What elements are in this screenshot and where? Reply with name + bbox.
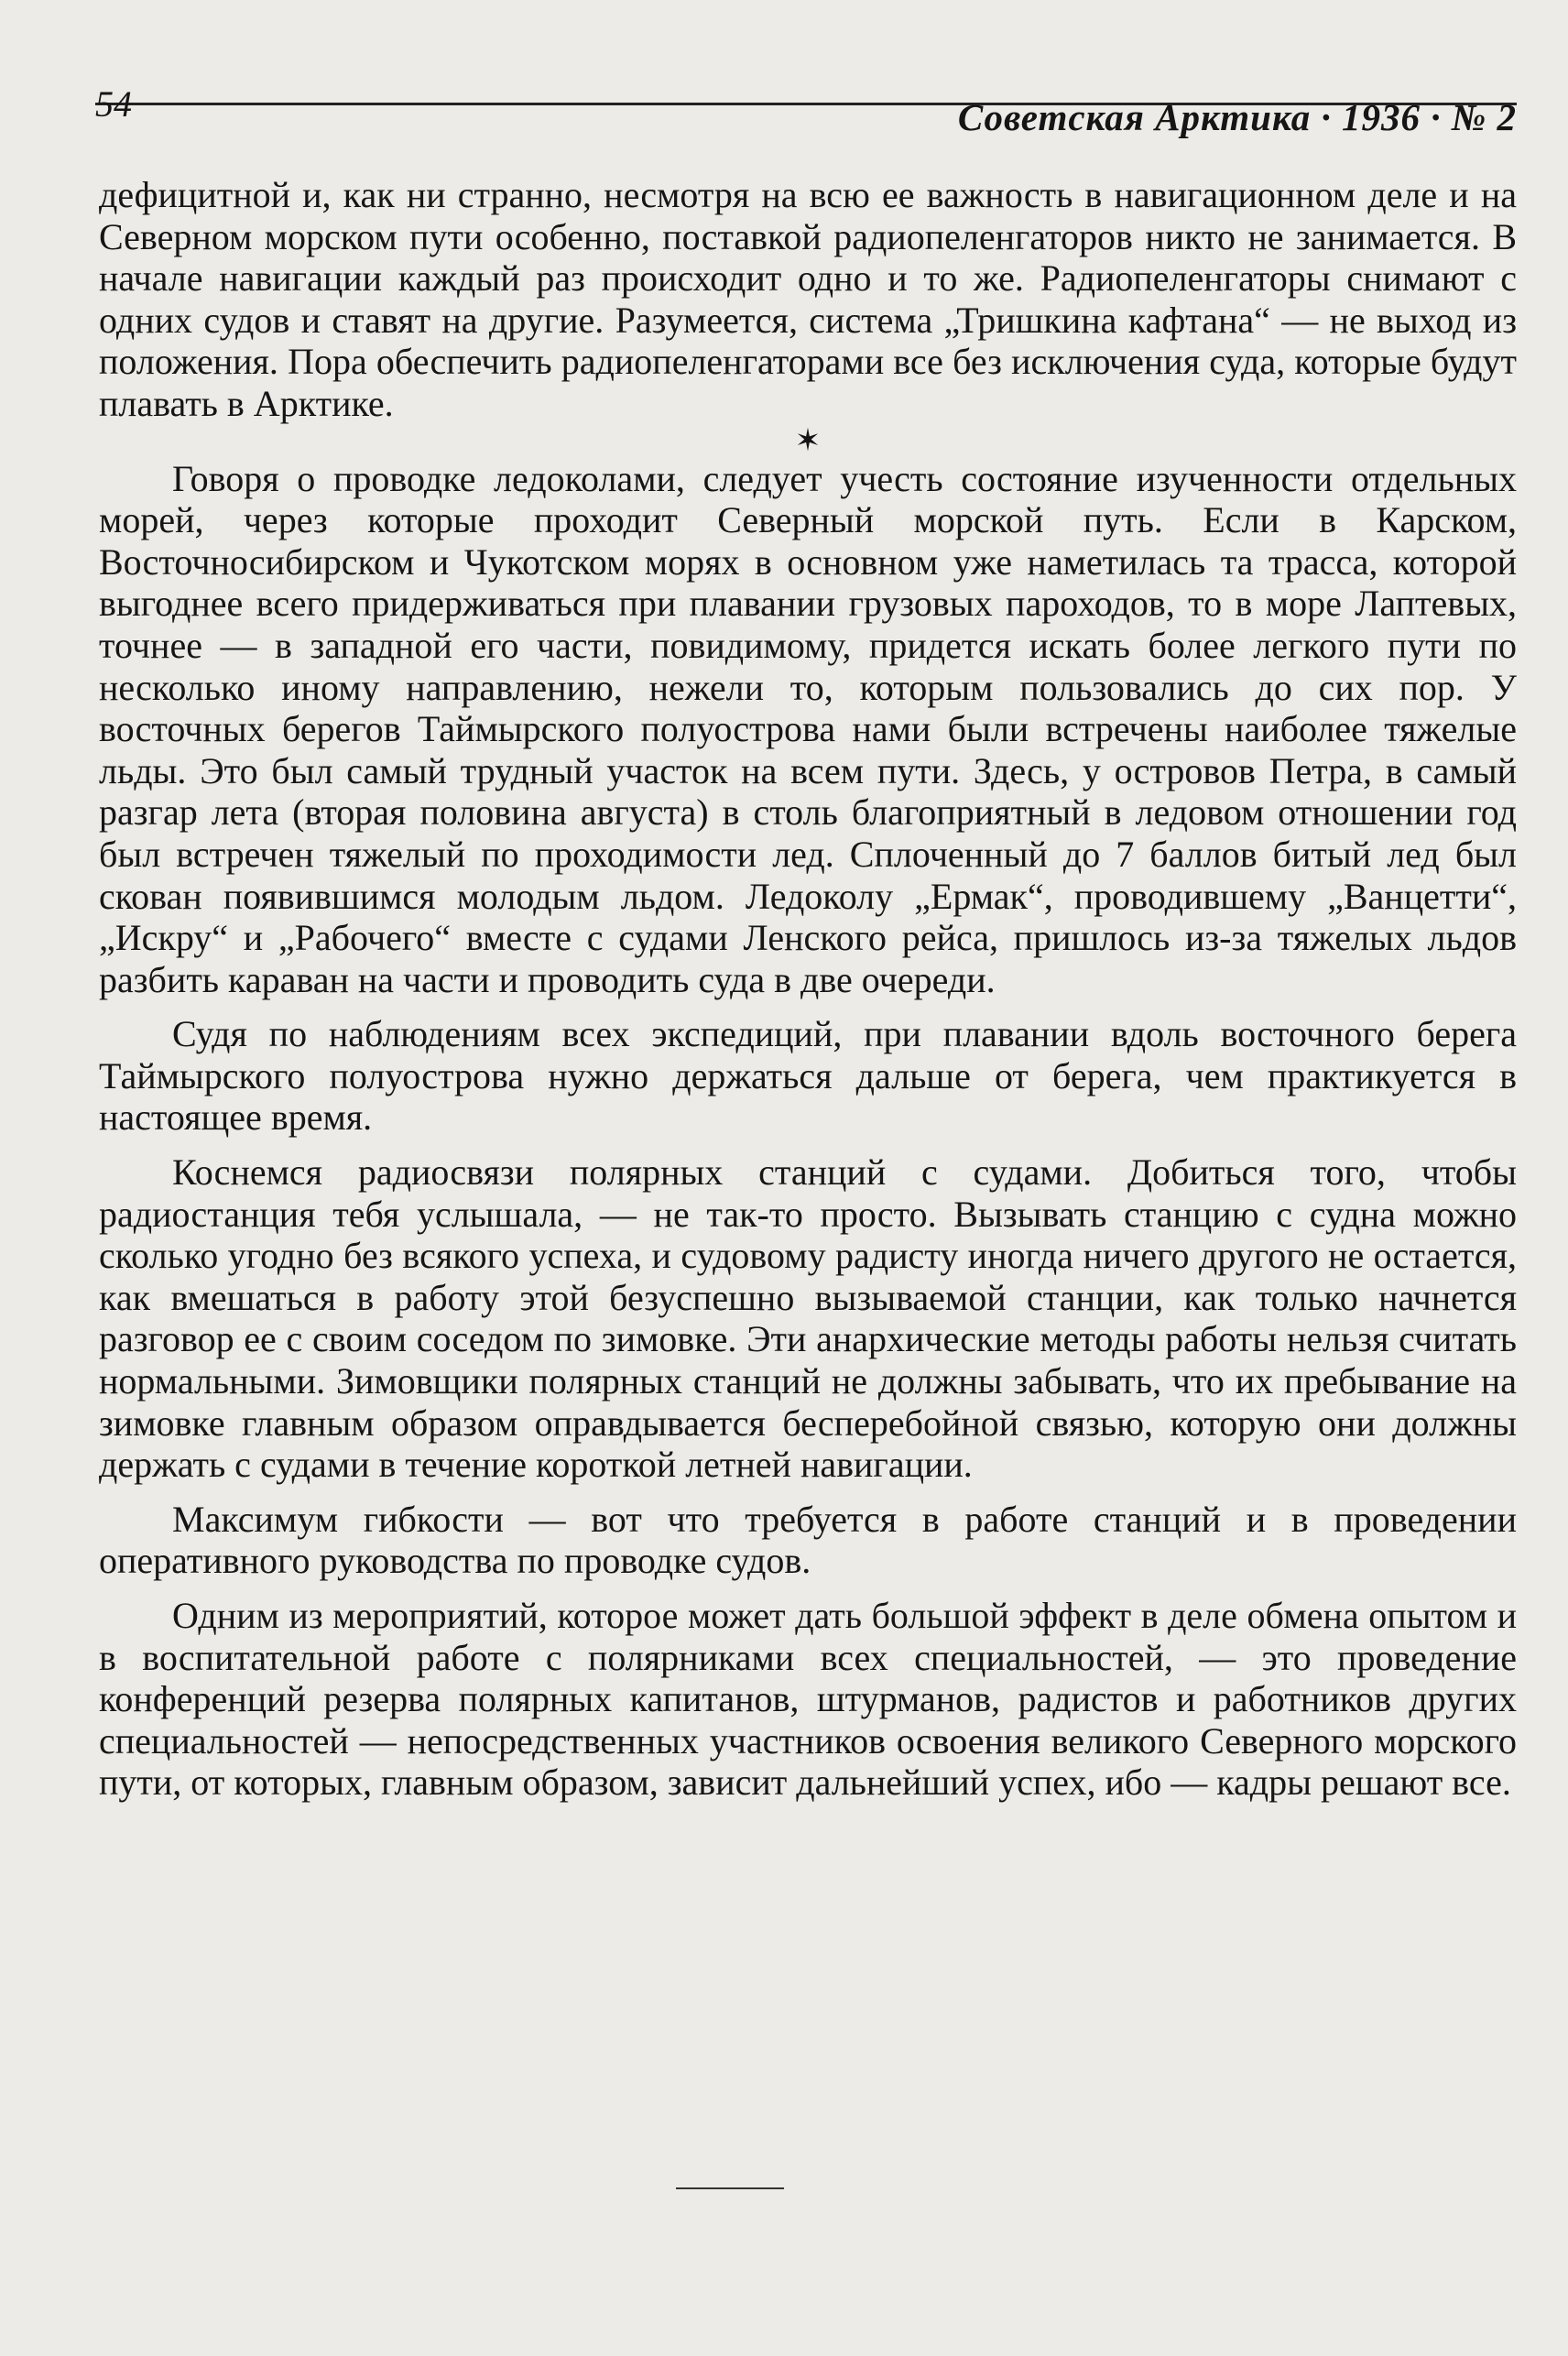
paragraph-icebreaker-escort: Говоря о проводке ледоколами, следует учесть состояние изученности отдельных морей, через которые проходит Северный морской путь. Если в Карском, Восточносибирском и Чукотском морях в основном уже наметилась та трасса, которой выгоднее всего придерживаться при плавании грузовых пароходов, то в море Лаптевых, точнее — в западной его части, повидимому, придется искать более легкого пути по несколько иному направлению, нежели то, которым пользовались до сих пор. У восточных берегов Таймырского полуострова нами были встречены наиболее тяжелые льды. Это был самый трудный участок на всем пути. Здесь, у островов Петра, в самый разгар лета (вторая половина августа) в столь благоприятный в ледовом отношении год был встречен тяжелый по проходимости лед. Сплоченный до 7 баллов битый лед был скован появившимся молодым льдом. Ледоколу „Ермак“, проводившему „Ванцетти“, „Искру“ и „Рабочего“ вместе с судами Ленского рейса, пришлось из-за тяжелых льдов разбить караван на части и проводить суда в две очереди.: [99, 457, 1517, 1000]
paragraph-radio-direction-finders: дефицитной и, как ни странно, несмотря на всю ее важность в навигационном деле и на Северном морском пути особенно, поставкой радиопеленгаторов никто не занимается. В начале навигации каждый раз происходит одно и то же. Радиопеленгаторы снимают с одних судов и ставят на другие. Разумеется, система „Тришкина кафтана“ — не выход из положения. Пора обеспечить радиопеленгаторами все без исключения суда, которые будут плавать в Арктике.: [99, 174, 1517, 424]
paragraph-conferences: Одним из мероприятий, которое может дать большой эффект в деле обмена опытом и в воспитательной работе с полярниками всех специальностей, — это проведение конференций резерва полярных капитанов, штурманов, радистов и работников других специальностей — непосредственных участников освоения великого Северного морского пути, от которых, главным образом, зависит дальнейший успех, ибо — кадры решают все.: [99, 1595, 1517, 1804]
paragraph-radio-communication: Коснемся радиосвязи полярных станций с судами. Добиться того, чтобы радиостанция тебя услышала, — не так-то просто. Вызывать станцию с судна можно сколько угодно без всякого успеха, и судовому радисту иногда ничего другого не остается, как вмешаться в работу этой безуспешно вызываемой станции, как только начнется разговор ее с своим соседом по зимовке. Эти анархические методы работы нельзя считать нормальными. Зимовщики полярных станций не должны забывать, что их пребывание на зимовке главным образом оправдывается бесперебойной связью, которую они должны держать с судами в течение короткой летней навигации.: [99, 1151, 1517, 1486]
article-body: [99, 174, 1517, 1804]
page-header: [95, 75, 1517, 141]
running-title: Советская Арктика · 1936 · № 2: [957, 96, 1517, 138]
paragraph-taimyr-observations: Судя по наблюдениям всех экспедиций, при плавании вдоль восточного берега Таймырского полуострова нужно держаться дальше от берега, чем практикуется в настоящее время.: [99, 1013, 1517, 1139]
page-number: 54: [95, 83, 132, 125]
end-rule: [676, 2187, 784, 2189]
paragraph-flexibility: Максимум гибкости — вот что требуется в работе станций и в проведении оперативного руководства по проводке судов.: [99, 1498, 1517, 1582]
section-separator: ✶: [794, 423, 822, 458]
